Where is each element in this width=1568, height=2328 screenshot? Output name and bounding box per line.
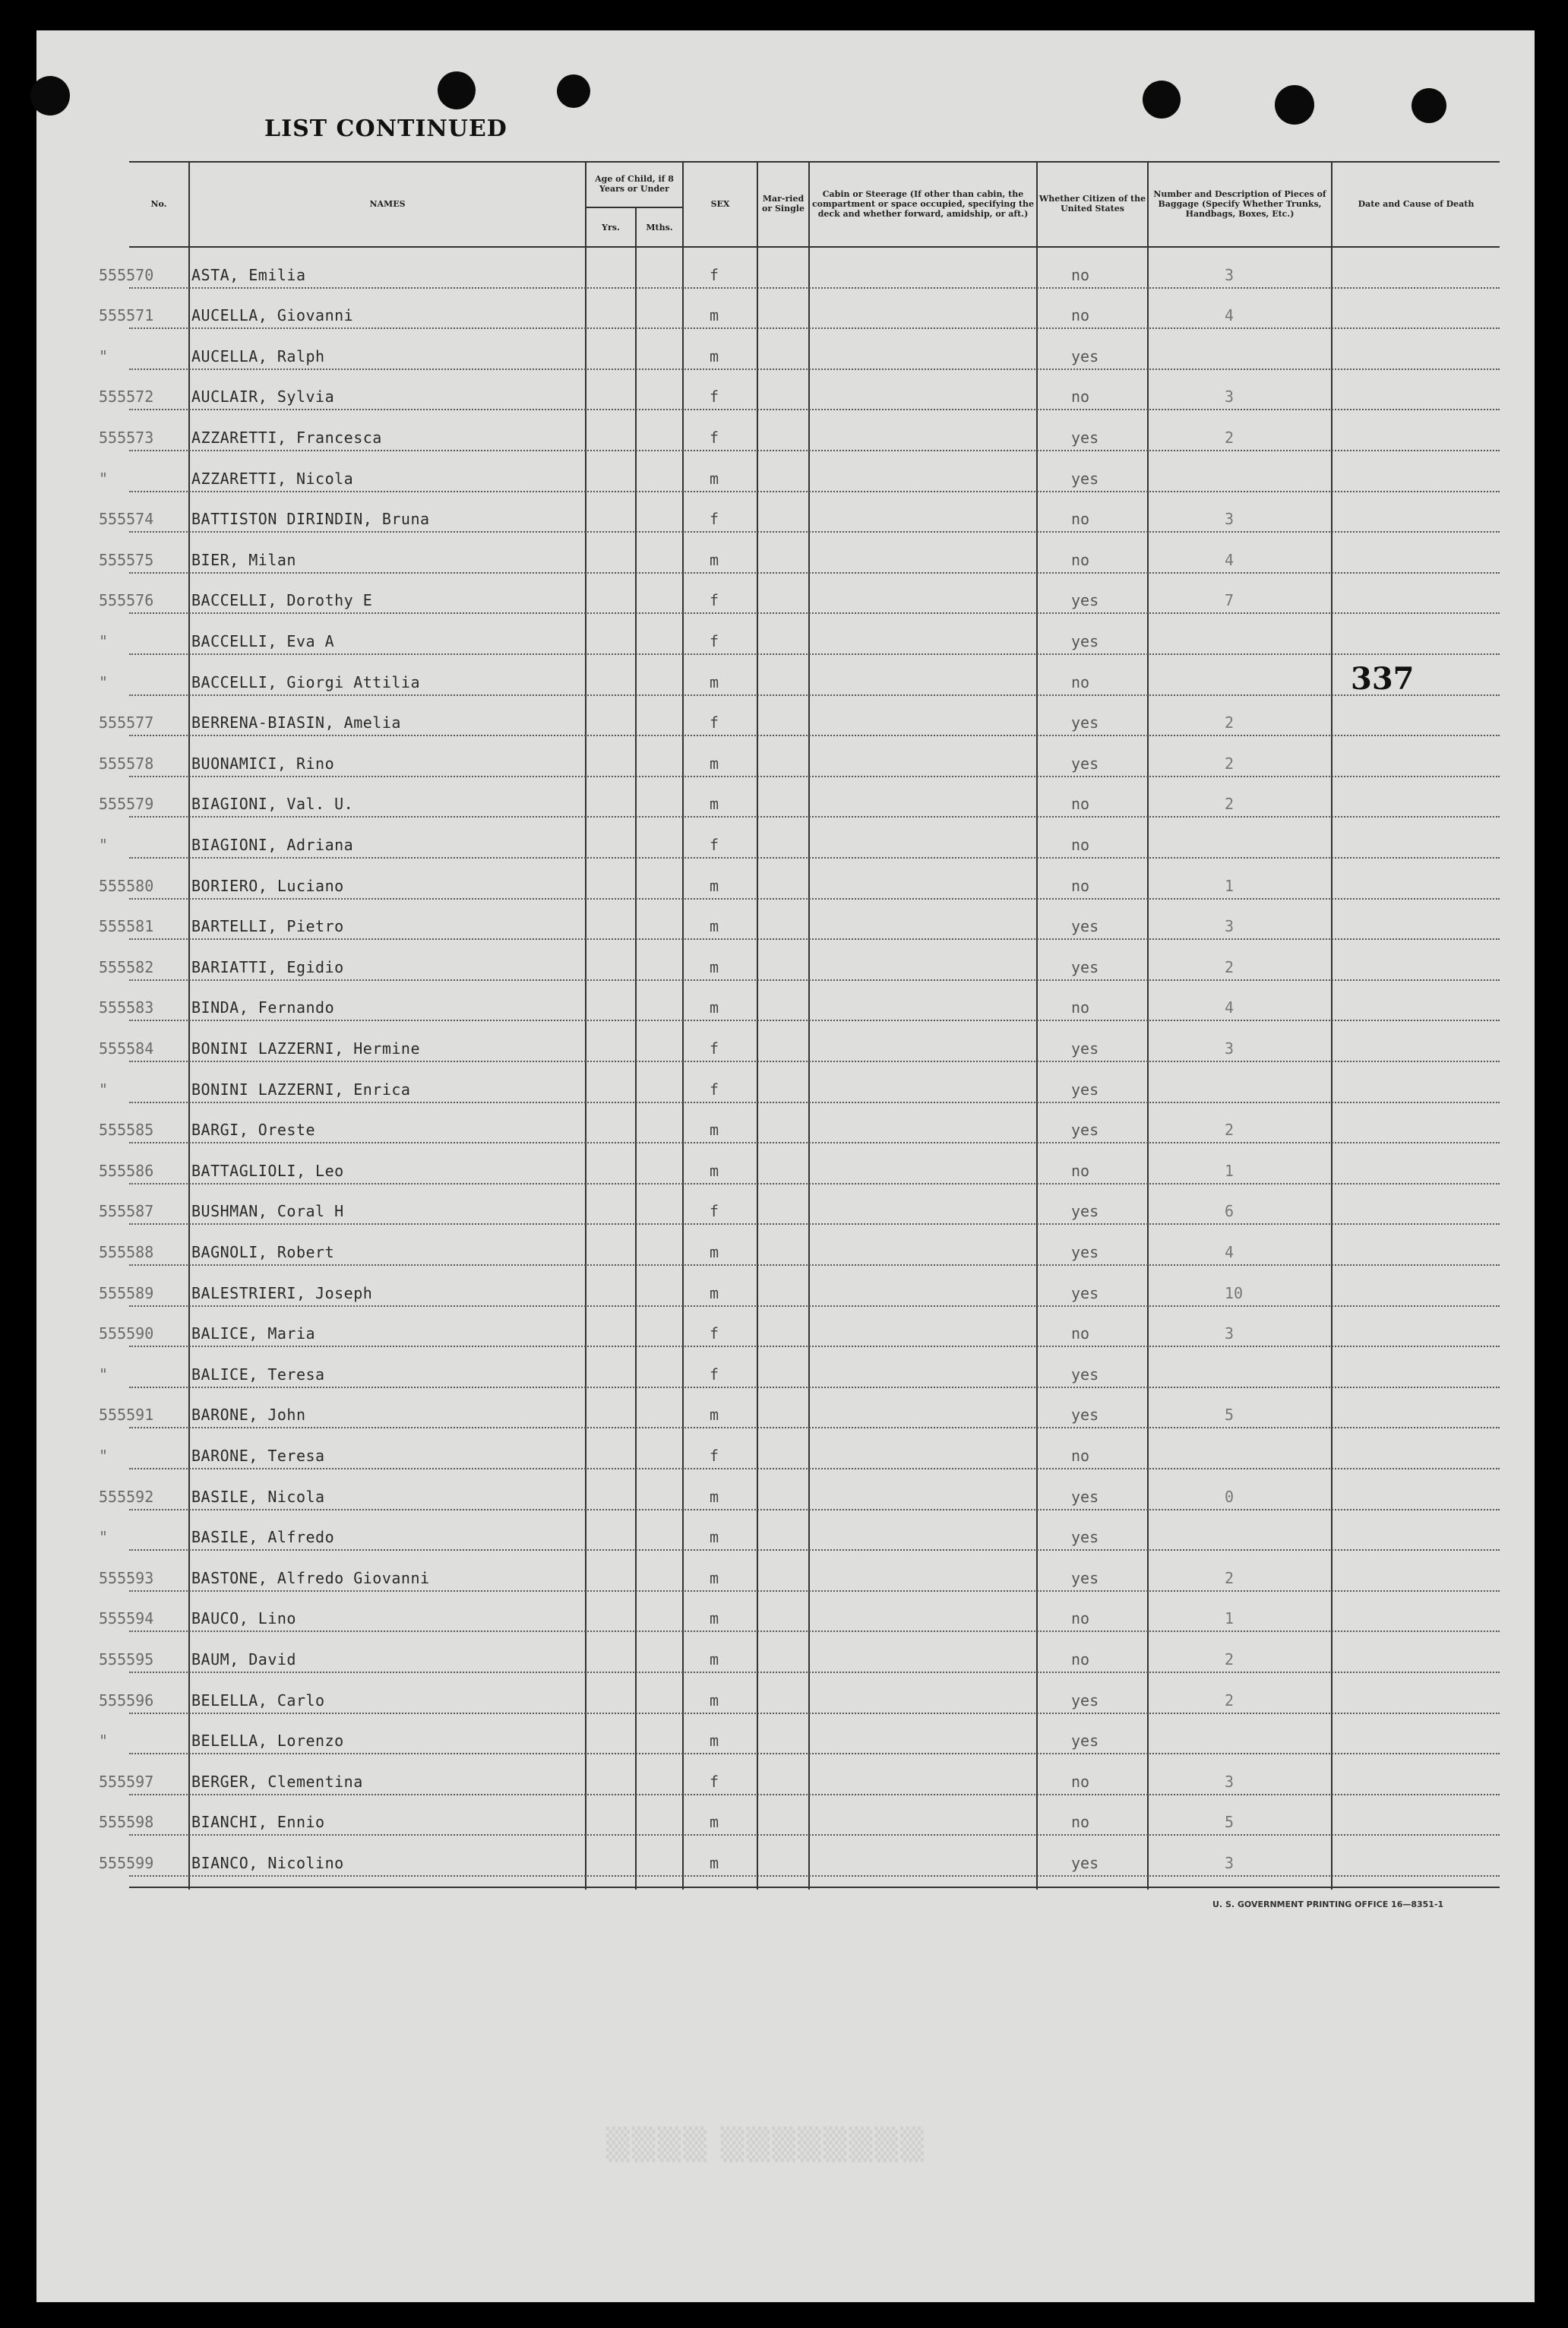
citizen-value: no [1071,1324,1090,1343]
header-no: No. [150,198,167,209]
row-number: 555582 [99,957,154,976]
baggage-value: 0 [1225,1487,1234,1506]
row-rule [129,1020,1500,1021]
row-number: 555575 [99,550,154,569]
header-death: Date and Cause of Death [1358,198,1475,209]
row-number: 555595 [99,1650,154,1669]
sex-value: f [710,387,719,406]
row-rule [129,653,1500,655]
passenger-name: AZZARETTI, Francesca [191,429,382,447]
bleed-through-ghost: ▒▒▒▒ ▒▒▒▒▒▒▒▒ [606,2127,926,2162]
row-number: 555583 [99,998,154,1017]
citizen-value: yes [1071,754,1099,773]
row-rule [129,491,1500,492]
row-rule [129,1142,1500,1143]
citizen-value: yes [1071,346,1099,365]
citizen-value: yes [1071,1487,1099,1506]
header-married: Mar-ried or Single [762,194,805,214]
row-number: " [99,1732,109,1751]
row-rule [129,1102,1500,1103]
sex-value: f [710,1080,719,1099]
sex-value: f [710,632,719,650]
passenger-name: BALICE, Maria [191,1324,316,1343]
citizen-value: no [1071,1609,1090,1628]
row-number: 555597 [99,1772,154,1791]
sex-value: m [710,1243,719,1261]
row-rule [129,1427,1500,1428]
passenger-name: BAUCO, Lino [191,1609,296,1628]
baggage-value: 2 [1225,1568,1234,1587]
citizen-value: yes [1071,1568,1099,1587]
citizen-value: yes [1071,1528,1099,1547]
row-number: 555585 [99,1121,154,1140]
sex-value: m [710,469,719,488]
row-number: 555592 [99,1487,154,1506]
sex-value: m [710,876,719,895]
sex-value: m [710,1121,719,1140]
row-number: 555590 [99,1324,154,1343]
passenger-name: BIANCHI, Ennio [191,1813,325,1832]
sex-value: m [710,1406,719,1425]
row-number: " [99,836,109,854]
sex-value: m [710,1528,719,1547]
baggage-value: 3 [1225,1854,1234,1872]
passenger-name: BATTISTON DIRINDIN, Bruna [191,510,430,529]
passenger-name: BONINI LAZZERNI, Enrica [191,1080,411,1099]
citizen-value: no [1071,1447,1090,1465]
sex-value: f [710,1324,719,1343]
punch-hole [1412,88,1446,123]
citizen-value: no [1071,550,1090,569]
passenger-name: BALICE, Teresa [191,1365,325,1384]
row-number: 555572 [99,387,154,406]
baggage-value: 3 [1225,265,1234,284]
row-number: 555576 [99,591,154,610]
citizen-value: no [1071,306,1090,325]
citizen-value: yes [1071,957,1099,976]
row-rule [129,1061,1500,1062]
row-rule [129,1509,1500,1510]
citizen-value: yes [1071,1202,1099,1221]
row-number: 555573 [99,429,154,447]
passenger-name: BAUM, David [191,1650,296,1669]
row-number: 555598 [99,1813,154,1832]
baggage-value: 3 [1225,1324,1234,1343]
row-rule [129,572,1500,574]
row-number: " [99,1365,109,1384]
passenger-name: BARTELLI, Pietro [191,917,344,936]
baggage-value: 2 [1225,1121,1234,1140]
citizen-value: yes [1071,1121,1099,1140]
baggage-value: 10 [1225,1283,1244,1302]
passenger-name: BIANCO, Nicolino [191,1854,344,1872]
sex-value: m [710,1732,719,1751]
passenger-name: BARGI, Oreste [191,1121,316,1140]
row-number: 555580 [99,876,154,895]
baggage-value: 3 [1225,510,1234,529]
baggage-value: 2 [1225,754,1234,773]
sex-value: f [710,1202,719,1221]
sex-value: f [710,1772,719,1791]
header-mths: Mths. [646,222,673,232]
row-number: " [99,1528,109,1547]
citizen-value: yes [1071,1732,1099,1751]
header-baggage: Number and Description of Pieces of Baggage (Specify Whether Trunks, Handbags, Boxes, Etc.) [1153,188,1326,219]
row-rule [129,1549,1500,1551]
punch-hole [1143,81,1181,119]
row-number: 555578 [99,754,154,773]
header-citizen: Whether Citizen of the United States [1038,194,1146,214]
passenger-name: BIAGIONI, Adriana [191,836,354,854]
sex-value: f [710,713,719,732]
row-rule [129,816,1500,818]
row-rule [129,1305,1500,1307]
col-divider [635,207,637,1890]
passenger-name: BELELLA, Carlo [191,1691,325,1710]
row-number: 555596 [99,1691,154,1710]
citizen-value: yes [1071,1039,1099,1058]
sex-value: m [710,1283,719,1302]
sex-value: f [710,591,719,610]
passenger-name: BERGER, Clementina [191,1772,363,1791]
row-rule [129,1223,1500,1225]
baggage-value: 4 [1225,998,1234,1017]
sex-value: m [710,795,719,814]
manifest-page [36,30,1535,2302]
sex-value: m [710,1609,719,1628]
citizen-value: no [1071,1161,1090,1180]
header-yrs: Yrs. [602,222,620,232]
citizen-value: no [1071,265,1090,284]
sex-value: m [710,1487,719,1506]
passenger-name: BACCELLI, Dorothy E [191,591,373,610]
row-number: " [99,1080,109,1099]
row-rule [129,857,1500,859]
baggage-value: 3 [1225,387,1234,406]
baggage-value: 3 [1225,1039,1234,1058]
row-rule [129,979,1500,981]
row-rule [129,327,1500,329]
citizen-value: yes [1071,713,1099,732]
row-number: 555579 [99,795,154,814]
row-number: " [99,346,109,365]
citizen-value: yes [1071,1406,1099,1425]
baggage-value: 2 [1225,957,1234,976]
passenger-table [99,161,1500,1890]
baggage-value: 1 [1225,1161,1234,1180]
citizen-value: yes [1071,632,1099,650]
baggage-value: 2 [1225,1691,1234,1710]
row-number: " [99,1447,109,1465]
punch-hole [30,76,70,115]
sex-value: f [710,265,719,284]
row-rule [129,368,1500,370]
row-rule [129,1794,1500,1795]
sex-value: f [710,836,719,854]
citizen-value: no [1071,1813,1090,1832]
passenger-name: BUONAMICI, Rino [191,754,335,773]
baggage-value: 6 [1225,1202,1234,1221]
passenger-name: BERRENA-BIASIN, Amelia [191,713,401,732]
row-number: 555593 [99,1568,154,1587]
row-rule [129,1590,1500,1592]
sex-value: f [710,1039,719,1058]
passenger-name: BINDA, Fernando [191,998,335,1017]
passenger-name: BIAGIONI, Val. U. [191,795,354,814]
passenger-name: AUCELLA, Ralph [191,346,325,365]
sex-value: m [710,1161,719,1180]
passenger-name: BONINI LAZZERNI, Hermine [191,1039,420,1058]
passenger-name: BASTONE, Alfredo Giovanni [191,1568,430,1587]
citizen-value: yes [1071,469,1099,488]
row-number: 555574 [99,510,154,529]
row-rule [129,1753,1500,1754]
citizen-value: yes [1071,591,1099,610]
baggage-value: 4 [1225,550,1234,569]
sex-value: m [710,1568,719,1587]
row-number: 555591 [99,1406,154,1425]
row-rule [129,735,1500,736]
citizen-value: no [1071,795,1090,814]
passenger-name: BASILE, Nicola [191,1487,325,1506]
row-rule [129,1713,1500,1714]
sex-value: m [710,1650,719,1669]
row-number: 555570 [99,265,154,284]
row-number: 555577 [99,713,154,732]
sex-value: m [710,306,719,325]
header-names: NAMES [369,198,406,209]
baggage-value: 2 [1225,713,1234,732]
row-number: 555581 [99,917,154,936]
citizen-value: no [1071,672,1090,691]
passenger-name: BACCELLI, Giorgi Attilia [191,672,420,691]
sex-value: m [710,957,719,976]
passenger-name: BIER, Milan [191,550,296,569]
row-number: " [99,632,109,650]
baggage-value: 2 [1225,1650,1234,1669]
sex-value: m [710,1813,719,1832]
baggage-value: 5 [1225,1406,1234,1425]
passenger-name: AZZARETTI, Nicola [191,469,354,488]
citizen-value: yes [1071,1854,1099,1872]
passenger-name: BARONE, John [191,1406,306,1425]
passenger-name: BAGNOLI, Robert [191,1243,335,1261]
baggage-value: 2 [1225,429,1234,447]
punch-hole [1275,85,1314,125]
baggage-value: 3 [1225,917,1234,936]
baggage-value: 1 [1225,1609,1234,1628]
citizen-value: no [1071,387,1090,406]
header-bottom-rule [129,246,1500,248]
row-number: 555571 [99,306,154,325]
row-number: 555589 [99,1283,154,1302]
citizen-value: yes [1071,1691,1099,1710]
punch-hole [557,74,590,108]
sex-value: m [710,1691,719,1710]
baggage-value: 5 [1225,1813,1234,1832]
sex-value: m [710,346,719,365]
sex-value: f [710,1447,719,1465]
sex-value: m [710,672,719,691]
baggage-value: 4 [1225,1243,1234,1261]
passenger-name: BELELLA, Lorenzo [191,1732,344,1751]
row-rule [129,409,1500,410]
sex-value: m [710,917,719,936]
sex-value: f [710,510,719,529]
citizen-value: no [1071,998,1090,1017]
row-number: " [99,672,109,691]
citizen-value: yes [1071,429,1099,447]
row-rule [129,1631,1500,1632]
citizen-value: yes [1071,1283,1099,1302]
row-rule [129,612,1500,614]
baggage-value: 3 [1225,1772,1234,1791]
sex-value: m [710,550,719,569]
passenger-name: BARONE, Teresa [191,1447,325,1465]
page-title: LIST CONTINUED [264,115,507,142]
citizen-value: no [1071,1650,1090,1669]
citizen-value: yes [1071,1243,1099,1261]
printer-imprint: U. S. GOVERNMENT PRINTING OFFICE 16—8351-1 [1212,1899,1444,1909]
sex-value: f [710,1365,719,1384]
passenger-name: ASTA, Emilia [191,265,306,284]
row-rule [129,531,1500,533]
row-rule [129,694,1500,696]
passenger-name: BORIERO, Luciano [191,876,344,895]
punch-hole [438,71,476,109]
citizen-value: no [1071,836,1090,854]
row-rule [129,287,1500,289]
citizen-value: no [1071,1772,1090,1791]
passenger-name: BARIATTI, Egidio [191,957,344,976]
row-number: 555587 [99,1202,154,1221]
row-rule [129,1346,1500,1347]
row-rule [129,1387,1500,1388]
baggage-value: 7 [1225,591,1234,610]
passenger-name: BASILE, Alfredo [191,1528,335,1547]
page-number-stamp: 337 [1351,661,1415,697]
citizen-value: yes [1071,1080,1099,1099]
row-rule [129,938,1500,940]
header-sex: SEX [710,198,730,209]
row-number: 555588 [99,1243,154,1261]
row-rule [129,776,1500,777]
sex-value: m [710,1854,719,1872]
row-rule [129,1264,1500,1266]
passenger-name: BALESTRIERI, Joseph [191,1283,373,1302]
row-rule [129,1834,1500,1836]
row-rule [129,1672,1500,1673]
baggage-value: 4 [1225,306,1234,325]
passenger-name: BACCELLI, Eva A [191,632,335,650]
row-number: 555586 [99,1161,154,1180]
sex-value: m [710,998,719,1017]
passenger-name: BATTAGLIOLI, Leo [191,1161,344,1180]
citizen-value: yes [1071,917,1099,936]
sex-value: m [710,754,719,773]
baggage-value: 1 [1225,876,1234,895]
citizen-value: no [1071,876,1090,895]
row-number: " [99,469,109,488]
row-rule [129,1468,1500,1469]
row-number: 555584 [99,1039,154,1058]
row-number: 555599 [99,1854,154,1872]
passenger-name: BUSHMAN, Coral H [191,1202,344,1221]
passenger-name: AUCELLA, Giovanni [191,306,354,325]
passenger-name: AUCLAIR, Sylvia [191,387,335,406]
row-number: 555594 [99,1609,154,1628]
row-rule [129,898,1500,900]
header-age: Age of Child, if 8 Years or Under [595,174,674,194]
header-cabin: Cabin or Steerage (If other than cabin, the compartment or space occupied, specifying the deck and whether forward, amidship, or aft.) [811,188,1035,219]
baggage-value: 2 [1225,795,1234,814]
citizen-value: no [1071,510,1090,529]
table-bottom-rule [129,1887,1500,1888]
row-rule [129,1875,1500,1877]
row-rule [129,450,1500,451]
sex-value: f [710,429,719,447]
row-rule [129,1183,1500,1185]
citizen-value: yes [1071,1365,1099,1384]
